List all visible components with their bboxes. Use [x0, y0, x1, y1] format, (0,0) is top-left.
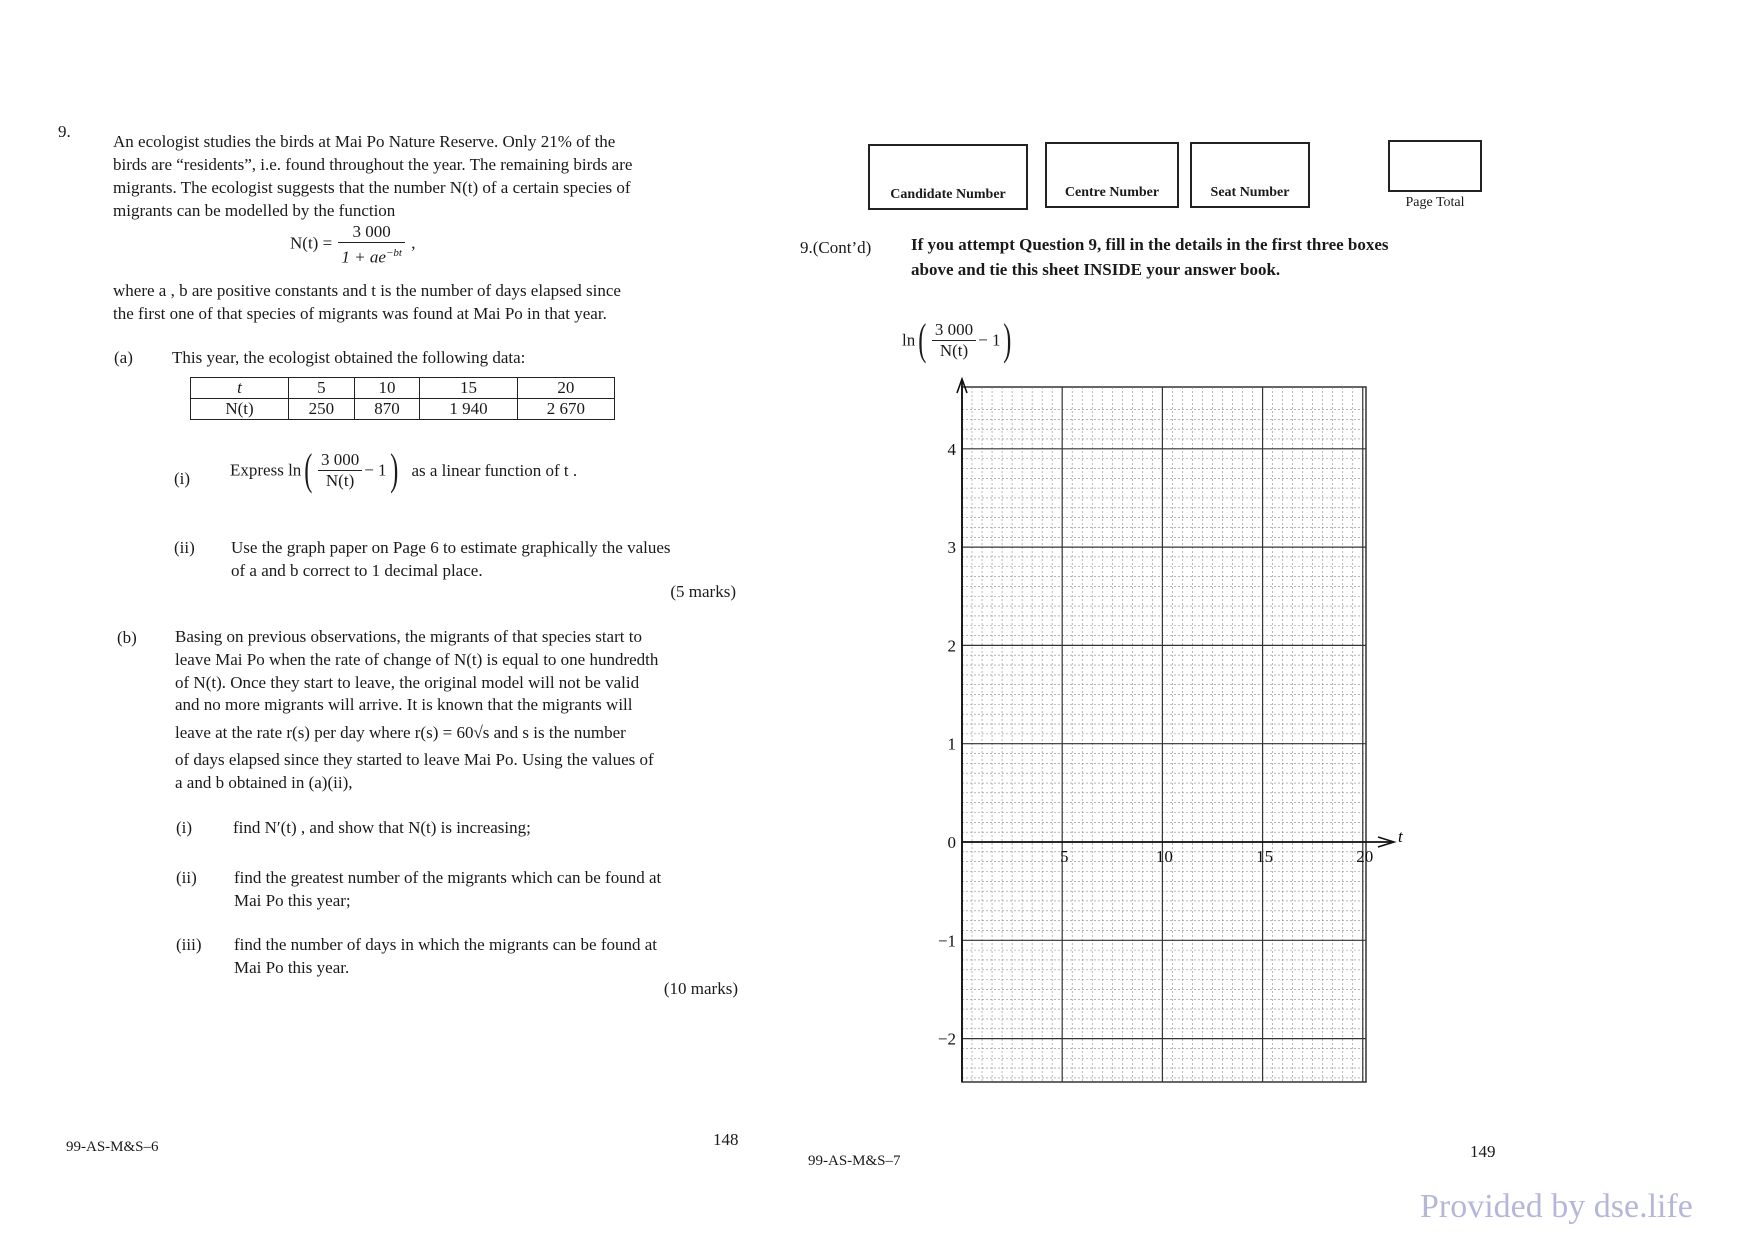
x-tick-label: 10: [1155, 847, 1173, 866]
b-i-text: find N′(t) , and show that N(t) is increasing;: [233, 818, 531, 837]
candidate-number-label: Candidate Number: [890, 187, 1006, 202]
b-iii-line: Mai Po this year.: [234, 958, 350, 977]
where-line: the first one of that species of migrants was found at Mai Po in that year.: [113, 304, 607, 323]
y-axis-minus: − 1: [978, 330, 1001, 350]
model-formula: [290, 222, 415, 268]
b-i-label: (i): [176, 818, 193, 837]
y-tick-label: −2: [937, 1029, 956, 1049]
formula-comma: ,: [411, 233, 416, 253]
table-row: [191, 399, 615, 420]
cont-label: 9.(Cont’d): [800, 238, 872, 257]
y-tick-label: 1: [947, 734, 956, 754]
part-b-line: of days elapsed since they started to leave Mai Po. Using the values of: [175, 749, 654, 769]
b-iii-label: (iii): [176, 935, 202, 954]
watermark: Provided by dse.life: [1420, 1188, 1693, 1225]
seat-number-box[interactable]: [1190, 142, 1310, 208]
question-number: 9.: [58, 122, 71, 141]
formula-fraction: [338, 222, 405, 268]
b-ii-text: [234, 866, 754, 912]
b-iii-text: [234, 933, 754, 979]
question-intro: [113, 130, 753, 222]
a-i-denominator: N(t): [325, 470, 355, 490]
table-cell: 5: [289, 378, 355, 399]
a-ii-line: of a and b correct to 1 decimal place.: [231, 561, 483, 580]
data-table: [190, 377, 615, 420]
x-tick-label: 15: [1256, 847, 1274, 866]
table-cell: 10: [354, 378, 420, 399]
centre-number-box[interactable]: [1045, 142, 1179, 208]
table-row: [191, 378, 615, 399]
x-axis-label: t: [1398, 827, 1403, 846]
page-number-right: 149: [1470, 1142, 1496, 1161]
part-a-text: This year, the ecologist obtained the following data:: [172, 348, 526, 367]
a-i-numerator: 3 000: [318, 450, 362, 471]
footer-code-right: 99-AS-M&S–7: [808, 1153, 901, 1169]
y-tick-label: 2: [947, 636, 956, 656]
a-ii-label: (ii): [174, 538, 195, 557]
formula-denominator: $1 + ae^{-bt}$: [341, 247, 402, 267]
y-axis-denominator: N(t): [939, 340, 969, 360]
part-a-marks: (5 marks): [670, 582, 736, 601]
page-total-box[interactable]: [1388, 140, 1482, 192]
intro-line: migrants can be modelled by the function: [113, 201, 396, 220]
intro-line: birds are “residents”, i.e. found throughout the year. The remaining birds are: [113, 155, 633, 174]
centre-number-label: Centre Number: [1064, 185, 1160, 200]
b-iii-line: find the number of days in which the migrants can be found at: [234, 935, 657, 954]
a-i-text: Express ln( $\frac{3 000}{N(t)}$ − 1) as a linear function of t .: [230, 445, 578, 494]
table-cell: 1 940: [420, 399, 517, 420]
y-axis-label: ln( $\frac{3 000}{N(t)}$ − 1): [902, 315, 1012, 364]
where-text: [113, 279, 753, 325]
table-cell: 870: [354, 399, 420, 420]
y-tick-label: 0: [947, 833, 956, 852]
a-i-label: (i): [174, 469, 191, 488]
instruction-text: [911, 232, 1531, 282]
instruction-line: If you attempt Question 9, fill in the details in the first three boxes: [911, 235, 1389, 254]
part-a-label: (a): [114, 348, 133, 367]
a-ii-text: [231, 536, 751, 582]
y-tick-label: 4: [947, 439, 956, 459]
part-b-line: a and b obtained in (a)(ii),: [175, 772, 353, 792]
y-axis-ln: ln: [902, 330, 916, 350]
x-tick-label: 5: [1059, 847, 1069, 866]
part-b-text: [175, 626, 745, 795]
formula-numerator: 3 000: [338, 222, 405, 243]
part-b-line: Basing on previous observations, the migrants of that species start to: [175, 627, 642, 646]
formula-lhs: N(t) =: [290, 233, 333, 253]
a-ii-line: Use the graph paper on Page 6 to estimate graphically the values: [231, 538, 671, 557]
b-ii-label: (ii): [176, 868, 197, 887]
graph-paper[interactable]: [900, 370, 1420, 1090]
table-cell: 15: [420, 378, 517, 399]
intro-line: migrants. The ecologist suggests that the number N(t) of a certain species of: [113, 178, 631, 197]
b-ii-line: find the greatest number of the migrants which can be found at: [234, 868, 662, 887]
part-b-line: leave Mai Po when the rate of change of N(t) is equal to one hundredth: [175, 649, 659, 669]
candidate-number-box[interactable]: [868, 144, 1028, 210]
a-i-minus: − 1: [364, 460, 387, 480]
y-axis-fraction: [932, 320, 976, 361]
x-tick-label: 20: [1356, 847, 1374, 866]
instruction-line: above and tie this sheet INSIDE your answer book.: [911, 260, 1281, 279]
a-i-suffix: as a linear function of t .: [411, 460, 578, 480]
table-cell: 2 670: [517, 399, 614, 420]
y-tick-label: 3: [947, 538, 956, 558]
part-b-label: (b): [117, 628, 137, 647]
a-i-prefix: Express ln: [230, 460, 302, 480]
intro-line: An ecologist studies the birds at Mai Po Nature Reserve. Only 21% of the: [113, 132, 616, 151]
graph-border: [962, 387, 1366, 1082]
a-i-fraction: [318, 450, 362, 491]
seat-number-label: Seat Number: [1210, 185, 1290, 200]
where-line: where a , b are positive constants and t is the number of days elapsed since: [113, 281, 621, 300]
y-axis-numerator: 3 000: [932, 320, 976, 341]
y-tick-label: −1: [937, 931, 956, 951]
footer-code-left: 99-AS-M&S–6: [66, 1139, 159, 1155]
table-cell: t: [191, 378, 289, 399]
table-cell: 250: [289, 399, 355, 420]
part-b-line: leave at the rate r(s) per day where r(s) = 60√s and s is the number: [175, 723, 626, 743]
page-total-label: Page Total: [1405, 195, 1465, 210]
formula-exponent: −bt: [385, 247, 402, 259]
part-b-marks: (10 marks): [663, 979, 738, 998]
b-ii-line: Mai Po this year;: [234, 891, 351, 910]
part-b-line: and no more migrants will arrive. It is known that the migrants will: [175, 695, 633, 715]
table-cell: 20: [517, 378, 614, 399]
part-b-line: of N(t). Once they start to leave, the original model will not be valid: [175, 672, 640, 692]
page-number-left: 148: [713, 1130, 739, 1149]
table-cell: N(t): [191, 399, 289, 420]
